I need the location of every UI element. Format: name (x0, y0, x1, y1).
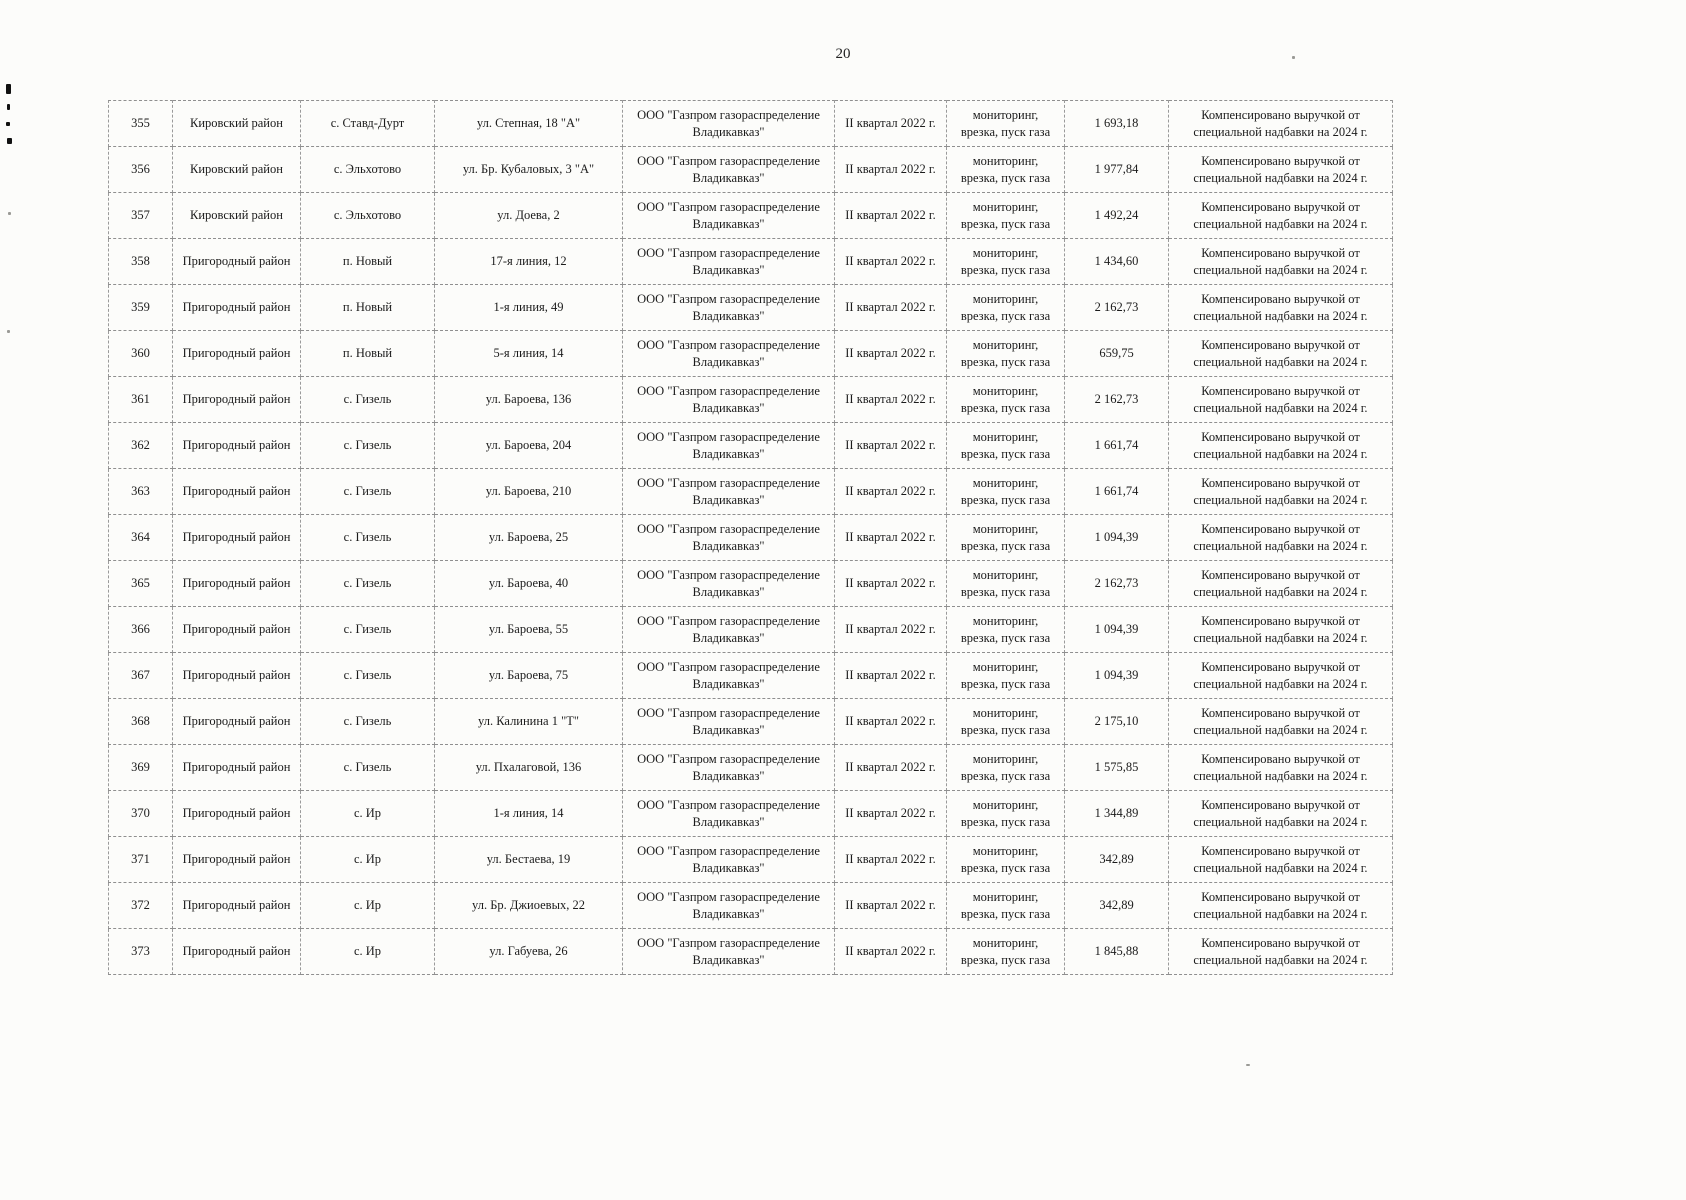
cell-num: 372 (109, 883, 173, 929)
cell-period: II квартал 2022 г. (835, 377, 947, 423)
cell-period: II квартал 2022 г. (835, 607, 947, 653)
scan-artifact (6, 84, 11, 94)
scan-artifact (7, 330, 10, 333)
cell-organization: ООО "Газпром газораспределение Владикавказ" (623, 883, 835, 929)
scan-artifact (8, 212, 11, 215)
cell-address: 5-я линия, 14 (435, 331, 623, 377)
cell-organization: ООО "Газпром газораспределение Владикавказ" (623, 193, 835, 239)
cell-note: Компенсировано выручкой от специальной надбавки на 2024 г. (1169, 193, 1393, 239)
cell-period: II квартал 2022 г. (835, 193, 947, 239)
cell-work: мониторинг, врезка, пуск газа (947, 745, 1065, 791)
cell-address: 1-я линия, 14 (435, 791, 623, 837)
cell-note: Компенсировано выручкой от специальной надбавки на 2024 г. (1169, 883, 1393, 929)
cell-work: мониторинг, врезка, пуск газа (947, 883, 1065, 929)
cell-work: мониторинг, врезка, пуск газа (947, 331, 1065, 377)
cell-period: II квартал 2022 г. (835, 699, 947, 745)
cell-amount: 1 661,74 (1065, 423, 1169, 469)
cell-amount: 1 575,85 (1065, 745, 1169, 791)
cell-address: ул. Бестаева, 19 (435, 837, 623, 883)
cell-organization: ООО "Газпром газораспределение Владикавказ" (623, 423, 835, 469)
cell-note: Компенсировано выручкой от специальной надбавки на 2024 г. (1169, 285, 1393, 331)
cell-period: II квартал 2022 г. (835, 883, 947, 929)
scan-artifact (7, 138, 12, 144)
cell-note: Компенсировано выручкой от специальной надбавки на 2024 г. (1169, 469, 1393, 515)
cell-amount: 1 434,60 (1065, 239, 1169, 285)
table-row (109, 699, 1393, 745)
table-row (109, 515, 1393, 561)
table-row (109, 285, 1393, 331)
cell-num: 357 (109, 193, 173, 239)
table-row (109, 607, 1393, 653)
cell-settlement: с. Ир (301, 929, 435, 975)
cell-amount: 342,89 (1065, 837, 1169, 883)
cell-num: 373 (109, 929, 173, 975)
cell-settlement: с. Гизель (301, 377, 435, 423)
cell-settlement: с. Гизель (301, 699, 435, 745)
cell-period: II квартал 2022 г. (835, 469, 947, 515)
cell-amount: 1 094,39 (1065, 515, 1169, 561)
cell-num: 366 (109, 607, 173, 653)
cell-district: Пригородный район (173, 653, 301, 699)
cell-work: мониторинг, врезка, пуск газа (947, 929, 1065, 975)
cell-note: Компенсировано выручкой от специальной надбавки на 2024 г. (1169, 607, 1393, 653)
cell-note: Компенсировано выручкой от специальной надбавки на 2024 г. (1169, 377, 1393, 423)
cell-district: Пригородный район (173, 331, 301, 377)
cell-settlement: с. Гизель (301, 607, 435, 653)
cell-organization: ООО "Газпром газораспределение Владикавказ" (623, 699, 835, 745)
cell-work: мониторинг, врезка, пуск газа (947, 791, 1065, 837)
cell-address: ул. Бароева, 204 (435, 423, 623, 469)
cell-settlement: п. Новый (301, 285, 435, 331)
table-row (109, 193, 1393, 239)
cell-organization: ООО "Газпром газораспределение Владикавказ" (623, 653, 835, 699)
cell-work: мониторинг, врезка, пуск газа (947, 147, 1065, 193)
cell-settlement: с. Гизель (301, 469, 435, 515)
page-number: 20 (835, 46, 851, 62)
cell-amount: 2 162,73 (1065, 561, 1169, 607)
cell-period: II квартал 2022 г. (835, 837, 947, 883)
cell-address: 1-я линия, 49 (435, 285, 623, 331)
cell-note: Компенсировано выручкой от специальной надбавки на 2024 г. (1169, 423, 1393, 469)
cell-note: Компенсировано выручкой от специальной надбавки на 2024 г. (1169, 745, 1393, 791)
cell-organization: ООО "Газпром газораспределение Владикавказ" (623, 101, 835, 147)
cell-num: 370 (109, 791, 173, 837)
cell-address: ул. Степная, 18 "А" (435, 101, 623, 147)
cell-num: 363 (109, 469, 173, 515)
cell-district: Пригородный район (173, 883, 301, 929)
cell-organization: ООО "Газпром газораспределение Владикавказ" (623, 561, 835, 607)
table-row (109, 423, 1393, 469)
cell-work: мониторинг, врезка, пуск газа (947, 193, 1065, 239)
cell-num: 367 (109, 653, 173, 699)
cell-num: 360 (109, 331, 173, 377)
cell-organization: ООО "Газпром газораспределение Владикавказ" (623, 331, 835, 377)
cell-num: 355 (109, 101, 173, 147)
cell-district: Пригородный район (173, 837, 301, 883)
cell-period: II квартал 2022 г. (835, 929, 947, 975)
cell-address: ул. Бароева, 210 (435, 469, 623, 515)
cell-address: ул. Габуева, 26 (435, 929, 623, 975)
cell-period: II квартал 2022 г. (835, 423, 947, 469)
cell-settlement: с. Гизель (301, 653, 435, 699)
cell-note: Компенсировано выручкой от специальной надбавки на 2024 г. (1169, 101, 1393, 147)
table-row (109, 469, 1393, 515)
cell-note: Компенсировано выручкой от специальной надбавки на 2024 г. (1169, 147, 1393, 193)
cell-note: Компенсировано выручкой от специальной надбавки на 2024 г. (1169, 929, 1393, 975)
cell-address: ул. Бр. Джиоевых, 22 (435, 883, 623, 929)
cell-settlement: с. Гизель (301, 561, 435, 607)
cell-settlement: с. Гизель (301, 515, 435, 561)
scan-artifact (6, 122, 10, 126)
cell-district: Пригородный район (173, 285, 301, 331)
cell-num: 358 (109, 239, 173, 285)
cell-address: ул. Бароева, 25 (435, 515, 623, 561)
scan-artifact (1246, 1064, 1250, 1066)
cell-period: II квартал 2022 г. (835, 101, 947, 147)
cell-settlement: п. Новый (301, 331, 435, 377)
table-row (109, 101, 1393, 147)
cell-district: Пригородный район (173, 699, 301, 745)
cell-work: мониторинг, врезка, пуск газа (947, 423, 1065, 469)
cell-num: 368 (109, 699, 173, 745)
cell-note: Компенсировано выручкой от специальной надбавки на 2024 г. (1169, 653, 1393, 699)
cell-work: мониторинг, врезка, пуск газа (947, 607, 1065, 653)
cell-settlement: с. Ир (301, 791, 435, 837)
table-row (109, 745, 1393, 791)
cell-amount: 1 344,89 (1065, 791, 1169, 837)
cell-organization: ООО "Газпром газораспределение Владикавказ" (623, 929, 835, 975)
cell-organization: ООО "Газпром газораспределение Владикавказ" (623, 469, 835, 515)
cell-organization: ООО "Газпром газораспределение Владикавказ" (623, 791, 835, 837)
cell-settlement: с. Ставд-Дурт (301, 101, 435, 147)
cell-organization: ООО "Газпром газораспределение Владикавказ" (623, 745, 835, 791)
cell-district: Пригородный район (173, 515, 301, 561)
cell-work: мониторинг, врезка, пуск газа (947, 837, 1065, 883)
cell-amount: 1 693,18 (1065, 101, 1169, 147)
cell-note: Компенсировано выручкой от специальной надбавки на 2024 г. (1169, 239, 1393, 285)
cell-note: Компенсировано выручкой от специальной надбавки на 2024 г. (1169, 699, 1393, 745)
cell-num: 356 (109, 147, 173, 193)
cell-note: Компенсировано выручкой от специальной надбавки на 2024 г. (1169, 515, 1393, 561)
cell-period: II квартал 2022 г. (835, 561, 947, 607)
table-row (109, 331, 1393, 377)
cell-address: ул. Бароева, 55 (435, 607, 623, 653)
cell-note: Компенсировано выручкой от специальной надбавки на 2024 г. (1169, 331, 1393, 377)
cell-note: Компенсировано выручкой от специальной надбавки на 2024 г. (1169, 837, 1393, 883)
cell-organization: ООО "Газпром газораспределение Владикавказ" (623, 837, 835, 883)
cell-amount: 1 492,24 (1065, 193, 1169, 239)
cell-organization: ООО "Газпром газораспределение Владикавказ" (623, 515, 835, 561)
cell-amount: 2 162,73 (1065, 377, 1169, 423)
cell-amount: 1 845,88 (1065, 929, 1169, 975)
cell-settlement: п. Новый (301, 239, 435, 285)
cell-settlement: с. Гизель (301, 745, 435, 791)
cell-note: Компенсировано выручкой от специальной надбавки на 2024 г. (1169, 561, 1393, 607)
scan-artifact (1292, 56, 1295, 59)
cell-district: Пригородный район (173, 561, 301, 607)
cell-amount: 342,89 (1065, 883, 1169, 929)
cell-num: 361 (109, 377, 173, 423)
cell-num: 359 (109, 285, 173, 331)
cell-organization: ООО "Газпром газораспределение Владикавказ" (623, 377, 835, 423)
cell-period: II квартал 2022 г. (835, 745, 947, 791)
cell-work: мониторинг, врезка, пуск газа (947, 515, 1065, 561)
cell-period: II квартал 2022 г. (835, 331, 947, 377)
cell-district: Кировский район (173, 193, 301, 239)
table-row (109, 377, 1393, 423)
cell-settlement: с. Эльхотово (301, 193, 435, 239)
cell-settlement: с. Ир (301, 837, 435, 883)
cell-work: мониторинг, врезка, пуск газа (947, 561, 1065, 607)
cell-settlement: с. Ир (301, 883, 435, 929)
cell-organization: ООО "Газпром газораспределение Владикавказ" (623, 239, 835, 285)
cell-address: ул. Бароева, 40 (435, 561, 623, 607)
cell-district: Пригородный район (173, 607, 301, 653)
table-row (109, 837, 1393, 883)
cell-district: Пригородный район (173, 469, 301, 515)
cell-district: Пригородный район (173, 377, 301, 423)
table-row (109, 561, 1393, 607)
cell-period: II квартал 2022 г. (835, 239, 947, 285)
cell-amount: 659,75 (1065, 331, 1169, 377)
table-row (109, 791, 1393, 837)
cell-amount: 1 094,39 (1065, 607, 1169, 653)
cell-district: Пригородный район (173, 239, 301, 285)
cell-district: Пригородный район (173, 423, 301, 469)
cell-amount: 2 175,10 (1065, 699, 1169, 745)
cell-work: мониторинг, врезка, пуск газа (947, 699, 1065, 745)
cell-period: II квартал 2022 г. (835, 147, 947, 193)
cell-work: мониторинг, врезка, пуск газа (947, 653, 1065, 699)
table-body (109, 101, 1393, 975)
table-row (109, 147, 1393, 193)
cell-period: II квартал 2022 г. (835, 285, 947, 331)
cell-num: 369 (109, 745, 173, 791)
table-row (109, 239, 1393, 285)
cell-address: ул. Бароева, 136 (435, 377, 623, 423)
cell-period: II квартал 2022 г. (835, 653, 947, 699)
cell-amount: 1 094,39 (1065, 653, 1169, 699)
cell-district: Пригородный район (173, 745, 301, 791)
cell-work: мониторинг, врезка, пуск газа (947, 377, 1065, 423)
cell-amount: 2 162,73 (1065, 285, 1169, 331)
cell-address: ул. Бр. Кубаловых, 3 "А" (435, 147, 623, 193)
scan-artifact (7, 104, 10, 110)
cell-district: Пригородный район (173, 791, 301, 837)
cell-address: ул. Доева, 2 (435, 193, 623, 239)
cell-settlement: с. Эльхотово (301, 147, 435, 193)
cell-num: 371 (109, 837, 173, 883)
cell-district: Кировский район (173, 147, 301, 193)
table-row (109, 883, 1393, 929)
cell-period: II квартал 2022 г. (835, 791, 947, 837)
table-row (109, 653, 1393, 699)
cell-period: II квартал 2022 г. (835, 515, 947, 561)
cell-num: 364 (109, 515, 173, 561)
cell-num: 365 (109, 561, 173, 607)
cell-note: Компенсировано выручкой от специальной надбавки на 2024 г. (1169, 791, 1393, 837)
cell-address: ул. Калинина 1 "Т" (435, 699, 623, 745)
cell-address: ул. Бароева, 75 (435, 653, 623, 699)
cell-organization: ООО "Газпром газораспределение Владикавказ" (623, 285, 835, 331)
cell-amount: 1 977,84 (1065, 147, 1169, 193)
cell-work: мониторинг, врезка, пуск газа (947, 285, 1065, 331)
cell-work: мониторинг, врезка, пуск газа (947, 101, 1065, 147)
cell-district: Кировский район (173, 101, 301, 147)
table-row (109, 929, 1393, 975)
cell-num: 362 (109, 423, 173, 469)
cell-organization: ООО "Газпром газораспределение Владикавказ" (623, 147, 835, 193)
cell-address: 17-я линия, 12 (435, 239, 623, 285)
cell-amount: 1 661,74 (1065, 469, 1169, 515)
cell-settlement: с. Гизель (301, 423, 435, 469)
cell-organization: ООО "Газпром газораспределение Владикавказ" (623, 607, 835, 653)
cell-work: мониторинг, врезка, пуск газа (947, 239, 1065, 285)
data-table (108, 100, 1393, 975)
cell-address: ул. Пхалаговой, 136 (435, 745, 623, 791)
cell-work: мониторинг, врезка, пуск газа (947, 469, 1065, 515)
cell-district: Пригородный район (173, 929, 301, 975)
